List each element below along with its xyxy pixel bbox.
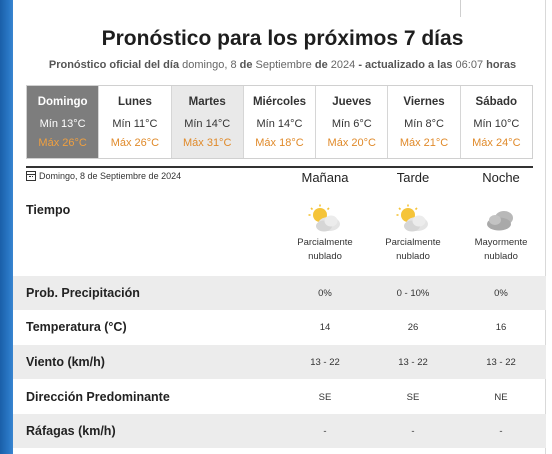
day-min-temp: Mín 6°C: [331, 118, 372, 130]
wind-value: 13 - 22: [398, 356, 428, 368]
forecast-subtitle: [13, 59, 552, 71]
left-accent-bar: [0, 0, 13, 454]
day-max-temp: Máx 24°C: [472, 137, 521, 149]
temperature-value: 26: [407, 321, 419, 333]
period-header-noche: Noche: [482, 170, 520, 185]
day-name: Viernes: [403, 96, 445, 108]
day-max-temp: Máx 26°C: [38, 137, 87, 149]
day-tab-martes[interactable]: [172, 86, 244, 158]
direction-value: SE: [406, 391, 420, 403]
subtitle-updated: - actualizado a las: [358, 59, 453, 71]
precip-value: 0 - 10%: [396, 287, 430, 299]
day-min-temp: Mín 14°C: [256, 118, 303, 130]
weather-description: Mayormente nublado: [474, 237, 528, 262]
day-tab-domingo[interactable]: [27, 86, 99, 158]
wind-value: 13 - 22: [486, 356, 516, 368]
day-max-temp: Máx 18°C: [255, 137, 304, 149]
gusts-value: -: [411, 425, 415, 437]
row-label-gusts: Ráfagas (km/h): [26, 424, 116, 438]
temperature-value: 16: [495, 321, 507, 333]
day-tabs: [26, 85, 533, 159]
subtitle-de-2: de: [314, 59, 328, 71]
weather-description: Parcialmente nublado: [385, 237, 441, 262]
period-header-tarde: Tarde: [396, 170, 430, 185]
wind-value: 13 - 22: [310, 356, 340, 368]
subtitle-horas: horas: [486, 59, 517, 71]
day-min-temp: Mín 8°C: [404, 118, 444, 130]
selected-date-text: Domingo, 8 de Septiembre de 2024: [39, 171, 182, 181]
gusts-value: -: [499, 425, 503, 437]
table-row: [13, 276, 546, 310]
weather-row-label: Tiempo: [26, 203, 71, 217]
top-divider: [460, 0, 461, 17]
temperature-value: 14: [319, 321, 331, 333]
day-name: Miércoles: [252, 96, 307, 108]
day-tab-sabado[interactable]: [461, 86, 532, 158]
day-name: Domingo: [37, 96, 88, 108]
table-row: [13, 345, 546, 379]
day-tab-jueves[interactable]: [316, 86, 388, 158]
day-max-temp: Máx 20°C: [327, 137, 376, 149]
day-min-temp: Mín 13°C: [39, 118, 86, 130]
table-row: [13, 380, 546, 414]
weather-cell-manana: [280, 204, 370, 264]
subtitle-month: Septiembre: [255, 59, 312, 71]
day-tab-viernes[interactable]: [388, 86, 460, 158]
row-label-temperature: Temperatura (°C): [26, 320, 127, 334]
direction-value: NE: [494, 391, 508, 403]
precip-value: 0%: [318, 287, 332, 299]
day-max-temp: Máx 31°C: [182, 137, 232, 149]
subtitle-time: 06:07: [455, 59, 484, 71]
day-max-temp: Máx 21°C: [399, 137, 449, 149]
page-title: Pronóstico para los próximos 7 días: [101, 27, 464, 50]
subtitle-year: 2024: [330, 59, 356, 71]
day-tab-lunes[interactable]: [99, 86, 171, 158]
day-min-temp: Mín 11°C: [112, 118, 158, 130]
precip-value: 0%: [494, 287, 508, 299]
calendar-icon: [26, 171, 36, 181]
cloudy-icon: [484, 204, 518, 234]
day-name: Lunes: [117, 96, 152, 108]
table-row: [13, 310, 546, 344]
subtitle-de-1: de: [239, 59, 253, 71]
day-name: Sábado: [475, 96, 518, 108]
direction-value: SE: [318, 391, 332, 403]
partly-cloudy-icon: [308, 204, 342, 234]
period-header-manana: Mañana: [301, 170, 349, 185]
day-min-temp: Mín 14°C: [184, 118, 231, 130]
day-max-temp: Máx 26°C: [110, 137, 160, 149]
subtitle-day: domingo, 8: [182, 59, 237, 71]
weather-cell-tarde: [368, 204, 458, 264]
table-row: [13, 414, 546, 448]
weather-cell-noche: [456, 204, 546, 264]
selected-date: [26, 171, 181, 181]
row-label-wind: Viento (km/h): [26, 355, 105, 369]
weather-description: Parcialmente nublado: [297, 237, 353, 262]
day-tab-miercoles[interactable]: [244, 86, 316, 158]
day-name: Martes: [188, 96, 226, 108]
partly-cloudy-icon: [396, 204, 430, 234]
gusts-value: -: [323, 425, 327, 437]
row-label-precipitation: Prob. Precipitación: [26, 286, 140, 300]
subtitle-prefix: Pronóstico oficial del día: [48, 59, 180, 71]
row-label-direction: Dirección Predominante: [26, 390, 170, 404]
section-divider: [26, 166, 533, 168]
day-name: Jueves: [332, 96, 372, 108]
day-min-temp: Mín 10°C: [473, 118, 520, 130]
